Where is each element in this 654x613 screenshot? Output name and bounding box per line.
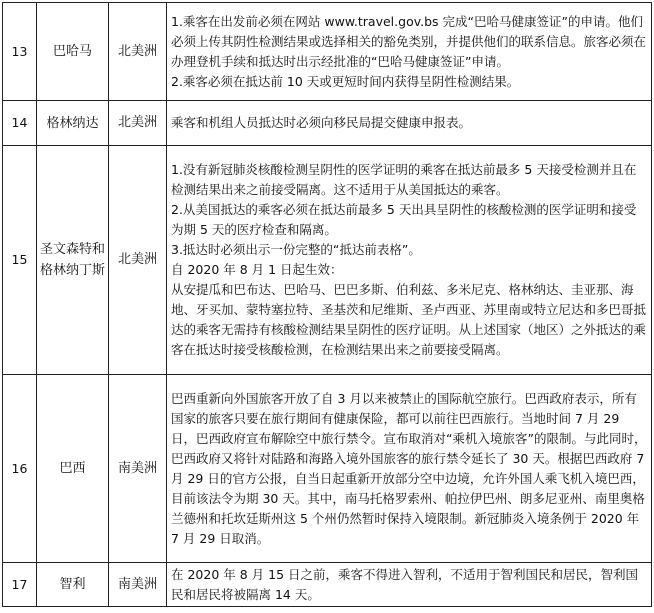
row-number: 15: [3, 146, 37, 375]
region-name: 南美洲: [109, 375, 167, 563]
requirement-cell: [167, 146, 652, 375]
row-number: 13: [3, 3, 37, 101]
row-number: 16: [3, 375, 37, 563]
row-number: 14: [3, 101, 37, 146]
requirement-cell: [167, 563, 652, 607]
requirement-cell: [167, 3, 652, 101]
row-number: 17: [3, 563, 37, 607]
requirement-cell: [167, 101, 652, 146]
country-name: 巴哈马: [37, 3, 109, 101]
table-row: [3, 3, 652, 101]
requirement-line: 1.没有新冠肺炎核酸检测呈阴性的医学证明的乘客在抵达前最多 5 天接受检测并且在检测结果出来之前接受隔离。这不适用于从美国抵达的乘客。: [171, 162, 637, 197]
requirement-line: 在 2020 年 8 月 15 日之前，乘客不得进入智利，不适用于智利国民和居民，智利国民和居民将被隔离 14 天。: [171, 566, 639, 602]
requirement-line: 2.从美国抵达的乘客必须在抵达前最多 5 天出具呈阴性的核酸检测的医学证明和接受为期 5 天的医疗检查和隔离。: [171, 202, 637, 237]
country-name: 智利: [37, 563, 109, 607]
table-row: [3, 563, 652, 607]
requirement-line: 巴西重新向外国旅客开放了自 3 月以来被禁止的国际航空旅行。巴西政府表示，所有国家的旅客只要在旅行期间有健康保险，都可以前往巴西旅行。当地时间 7 月 29 日，巴西政府宣布解除空中旅行禁令。宣布取消对“乘机入境旅客”的限制。与此同时，巴西政府又将针对陆路和海路入境外国旅客的旅行禁令延长了 30 天。根据巴西政府 7 月 29 日的官方公报，自当日起重新开放部分空中边境，允许外国人乘飞机入境巴西，目前该法令为期 30 天。其中，南马托格罗索州、帕拉伊巴州、朗多尼亚州、南里奥格兰德州和托坎廷斯州这 5 个州仍然暂时保持入境限制。新冠肺炎入境条例于 2020 年 7 月 29 日取消。: [171, 390, 647, 546]
table-row: [3, 375, 652, 563]
region-name: 北美洲: [109, 3, 167, 101]
requirement-line: 自 2020 年 8 月 1 日起生效：: [171, 262, 343, 277]
region-name: 南美洲: [109, 563, 167, 607]
requirement-line: 乘客和机组人员抵达时必须向移民局提交健康申报表。: [171, 115, 472, 130]
region-name: 北美洲: [109, 101, 167, 146]
requirement-line: 2.乘客必须在抵达前 10 天或更短时间内获得呈阴性检测结果。: [171, 73, 520, 89]
country-name: 格林纳达: [37, 101, 109, 146]
country-name: 圣文森特和格林纳丁斯: [37, 146, 109, 375]
country-name: 巴西: [37, 375, 109, 563]
table-row: [3, 146, 652, 375]
region-name: 北美洲: [109, 146, 167, 375]
requirement-line: 从安提瓜和巴布达、巴哈马、巴巴多斯、伯利兹、多米尼克、格林纳达、圭亚那、海地、牙买加、蒙特塞拉特、圣基茨和尼维斯、圣卢西亚、苏里南或特立尼达和多巴哥抵达的乘客无需持有核酸检测结果呈阴性的医疗证明。从上述国家（地区）之外抵达的乘客在抵达时接受核酸检测，在检测结果出来之前要接受隔离。: [171, 282, 647, 357]
table-row: [3, 101, 652, 146]
requirement-line: 1.乘客在出发前必须在网站 www.travel.gov.bs 完成“巴哈马健康签证”的申请。他们必须上传其阴性检测结果或选择相关的豁免类别，并提供他们的联系信息。旅客必须在办理登机手续和抵达时出示经批准的“巴哈马健康签证”申请。: [171, 13, 647, 69]
entry-requirements-table: [2, 2, 652, 607]
requirement-line: 3.抵达时必须出示一份完整的“抵达前表格”。: [171, 242, 421, 257]
requirement-cell: [167, 375, 652, 563]
